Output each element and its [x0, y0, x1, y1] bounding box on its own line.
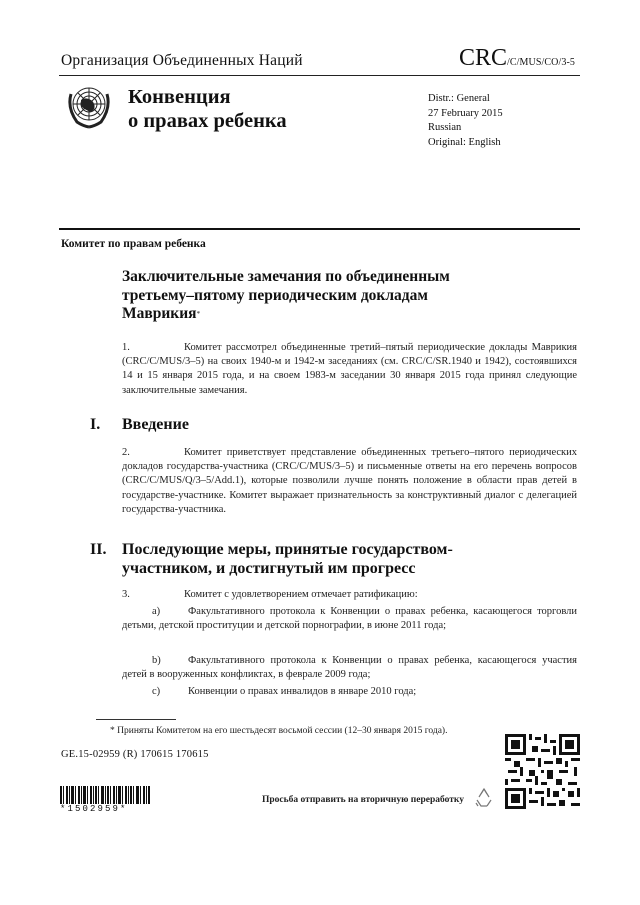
subparagraph-text: Факультативного протокола к Конвенции о правах ребенка, касающегося торговли детьми, детской проституции и детской порнографии, в июне 2011 года; [122, 606, 577, 632]
title-line-1: Конвенция [128, 86, 231, 108]
subparagraph-c [122, 685, 577, 699]
subparagraph-text: Факультативного протокола к Конвенции о правах ребенка, касающегося участия детей в вооруженных конфликтах, в феврале 2009 года; [122, 655, 577, 681]
convention-title [128, 85, 287, 133]
doc-title-line-1: Заключительные замечания по объединенным [122, 268, 450, 285]
section-numeral: I. [90, 416, 101, 433]
paragraph-number: 1. [122, 342, 130, 353]
paragraph-1 [122, 341, 577, 398]
paragraph-number: 3. [122, 589, 130, 600]
subparagraph-a [122, 605, 577, 633]
header-thick-rule [59, 228, 580, 230]
subparagraph-label: c) [152, 686, 161, 697]
subparagraph-label: b) [152, 655, 161, 666]
section-numeral: II. [90, 541, 107, 558]
section-heading-1 [90, 415, 540, 435]
footnote: * Приняты Комитетом на его шестьдесят восьмой сессии (12–30 января 2015 года). [110, 726, 448, 736]
recycle-notice: Просьба отправить на вторичную переработку [262, 795, 464, 805]
distr-line: Distr.: General [428, 93, 490, 104]
subparagraph-b [122, 654, 577, 682]
document-title [122, 268, 542, 324]
committee-name: Комитет по правам ребенка [61, 238, 206, 250]
date-line: 27 February 2015 [428, 107, 503, 119]
header-rule [59, 75, 580, 76]
section-title: Последующие меры, принятые государством-участником, и достигнутый им прогресс [122, 541, 453, 577]
paragraph-text: Комитет рассмотрел объединенные третий–пятый периодические доклады Маврикия (CRC/C/MUS/3–5) на своих 1940-м и 1942-м заседаниях (см. CRC/C/SR.1940 и 1942), состоявшихся 14 и 15 января 2015 года, и на своем 1983-м заседании 30 января 2015 года принял следующие заключительные замечания. [122, 342, 577, 396]
recycle-icon [472, 786, 496, 810]
paragraph-3 [122, 588, 577, 602]
symbol-main: CRC [459, 45, 508, 71]
barcode-icon [60, 786, 152, 804]
qr-code-icon [505, 734, 580, 809]
paragraph-text: Комитет приветствует представление объединенных третьего–пятого периодических докладов государства-участника (CRC/C/MUS/3–5) и письменные ответы на его перечень вопросов (CRC/C/MUS/Q/3–5/Add.1), которые позволили лучше понять положение в области прав детей в государстве-участнике. Комитет выражает признательность за конструктивный диалог с делегацией государства-участника. [122, 447, 577, 515]
doc-title-line-2: третьему–пятому периодическим докладам [122, 286, 428, 304]
subparagraph-label: a) [152, 606, 161, 617]
language-line: Russian [428, 122, 462, 133]
barcode-number: *1502959* [60, 804, 128, 814]
footnote-marker[interactable]: * [196, 310, 201, 318]
paragraph-number: 2. [122, 447, 130, 458]
symbol-sub: /C/MUS/CO/3-5 [507, 57, 576, 68]
section-title: Введение [122, 416, 189, 433]
job-number: GE.15-02959 (R) 170615 170615 [61, 749, 209, 760]
organization-name: Организация Объединенных Наций [61, 52, 303, 69]
section-heading-2 [90, 540, 540, 580]
original-line: Original: English [428, 136, 501, 148]
un-emblem-icon [63, 80, 115, 132]
footnote-rule [96, 719, 176, 720]
subparagraph-text: Конвенции о правах инвалидов в январе 2010 года; [188, 686, 417, 697]
paragraph-2 [122, 446, 577, 517]
paragraph-text: Комитет с удовлетворением отмечает ратификацию: [184, 589, 418, 600]
doc-title-line-3: Маврикия [122, 305, 197, 322]
distribution-info [428, 92, 503, 150]
document-symbol [459, 46, 575, 70]
title-line-2: о правах ребенка [128, 110, 287, 132]
